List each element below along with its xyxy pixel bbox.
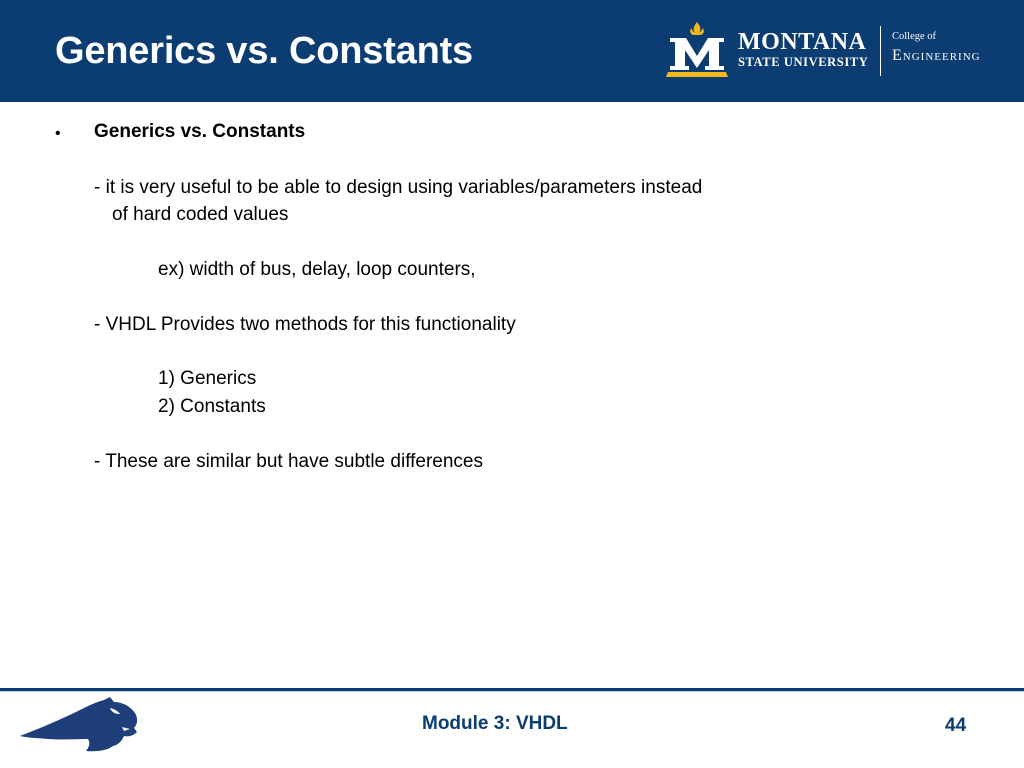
- header-bar: [0, 0, 1024, 102]
- body-line: 1) Generics: [158, 368, 257, 389]
- body-line: - These are similar but have subtle differences: [94, 451, 483, 472]
- bobcat-mascot-icon: [18, 696, 142, 754]
- logo-engineering-text: Engineering: [892, 47, 981, 64]
- body-line: 2) Constants: [158, 396, 266, 417]
- msu-logo: [664, 20, 1014, 82]
- bullet-heading: Generics vs. Constants: [94, 121, 306, 142]
- footer-divider-shadow: [0, 691, 1024, 692]
- body-line: - VHDL Provides two methods for this functionality: [94, 314, 516, 335]
- body-line: ex) width of bus, delay, loop counters,: [158, 259, 476, 280]
- bullet-marker: •: [55, 125, 61, 142]
- logo-college-of-text: College of: [892, 31, 937, 42]
- page-number: 44: [945, 715, 967, 736]
- footer-module-title: Module 3: VHDL: [422, 713, 568, 734]
- logo-divider: [880, 26, 881, 76]
- logo-state-university-text: STATE UNIVERSITY: [738, 55, 869, 69]
- slide-title: Generics vs. Constants: [55, 30, 473, 72]
- body-line: of hard coded values: [112, 204, 289, 225]
- body-line: - it is very useful to be able to design using variables/parameters instead: [94, 177, 703, 198]
- msu-m-logo-icon: [664, 20, 730, 78]
- logo-montana-text: MONTANA: [738, 29, 867, 55]
